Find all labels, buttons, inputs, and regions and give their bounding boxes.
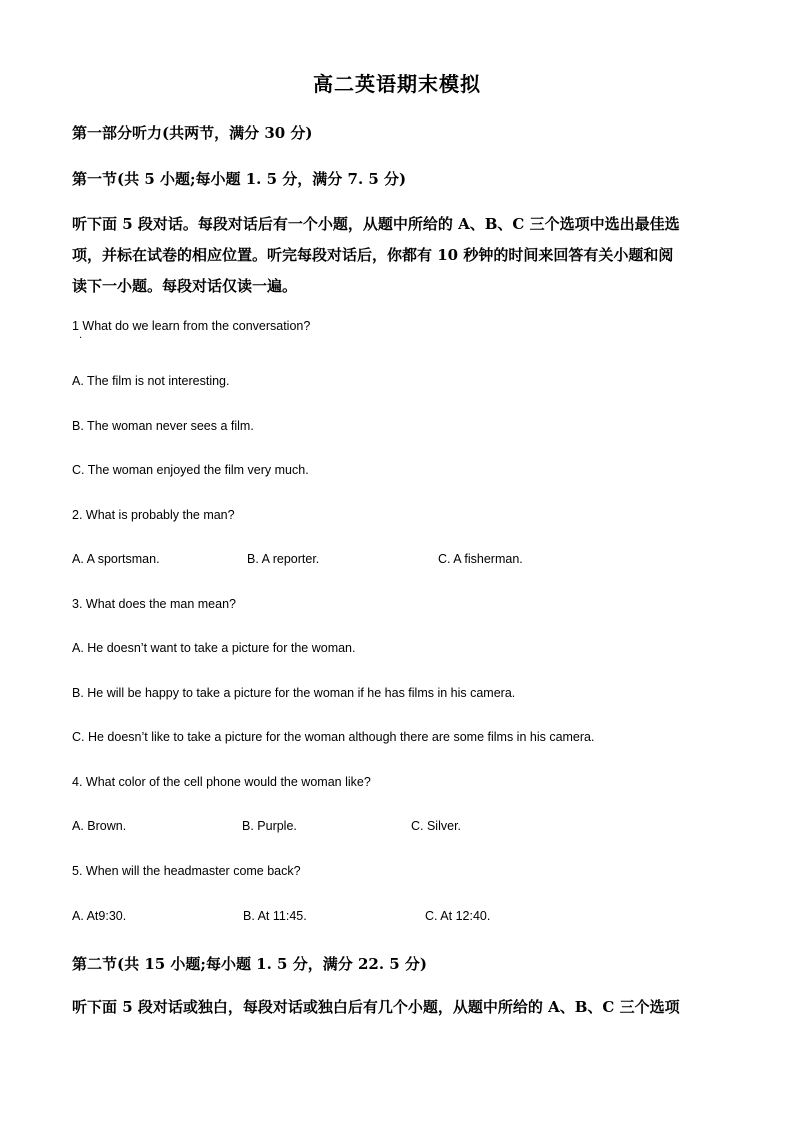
question-4-option-b: B. Purple. xyxy=(242,819,297,833)
question-5: 5. When will the headmaster come back? xyxy=(72,864,301,878)
question-2-option-b: B. A reporter. xyxy=(247,552,320,566)
section1-instructions xyxy=(72,209,722,302)
question-3-option-a: A. He doesn’t want to take a picture for the woman. xyxy=(72,641,356,655)
question-5-options xyxy=(72,909,722,927)
question-2-option-a: A. A sportsman. xyxy=(72,552,160,566)
question-1-option-a: A. The film is not interesting. xyxy=(72,374,230,388)
question-1-option-b: B. The woman never sees a film. xyxy=(72,419,254,433)
question-3-option-b: B. He will be happy to take a picture for the woman if he has films in his camera. xyxy=(72,686,516,700)
question-3-option-c: C. He doesn’t like to take a picture for the woman although there are some films in his camera. xyxy=(72,730,595,744)
section1-heading: 第一节(共 5 小题;每小题 1. 5 分，满分 7. 5 分) xyxy=(72,170,407,188)
question-5-option-a: A. At9:30. xyxy=(72,909,127,923)
instruction-line: 读下一小题。每段对话仅读一遍。 xyxy=(72,277,298,295)
question-3: 3. What does the man mean? xyxy=(72,597,236,611)
instruction-line: 项，并标在试卷的相应位置。听完每段对话后，你都有 10 秒钟的时间来回答有关小题和阅 xyxy=(72,246,674,264)
question-5-option-c: C. At 12:40. xyxy=(425,909,491,923)
question-1: 1 What do we learn from the conversation? xyxy=(72,319,311,333)
question-1-option-c: C. The woman enjoyed the film very much. xyxy=(72,463,309,477)
question-4: 4. What color of the cell phone would the woman like? xyxy=(72,775,371,789)
question-2: 2. What is probably the man? xyxy=(72,508,235,522)
page-title: 高二英语期末模拟 xyxy=(313,72,481,96)
question-4-option-c: C. Silver. xyxy=(411,819,462,833)
section2-instructions: 听下面 5 段对话或独白，每段对话或独白后有几个小题，从题中所给的 A、B、C 三个选项 xyxy=(72,998,680,1016)
question-2-option-c: C. A fisherman. xyxy=(438,552,523,566)
section2-heading: 第二节(共 15 小题;每小题 1. 5 分，满分 22. 5 分) xyxy=(72,955,428,973)
question-2-options xyxy=(72,552,722,570)
question-4-options xyxy=(72,819,722,837)
dot-mark: · xyxy=(79,333,83,344)
part1-heading: 第一部分听力(共两节，满分 30 分) xyxy=(72,124,313,142)
question-5-option-b: B. At 11:45. xyxy=(243,909,307,923)
question-4-option-a: A. Brown. xyxy=(72,819,127,833)
instruction-line: 听下面 5 段对话。每段对话后有一个小题，从题中所给的 A、B、C 三个选项中选出最佳选 xyxy=(72,215,680,233)
